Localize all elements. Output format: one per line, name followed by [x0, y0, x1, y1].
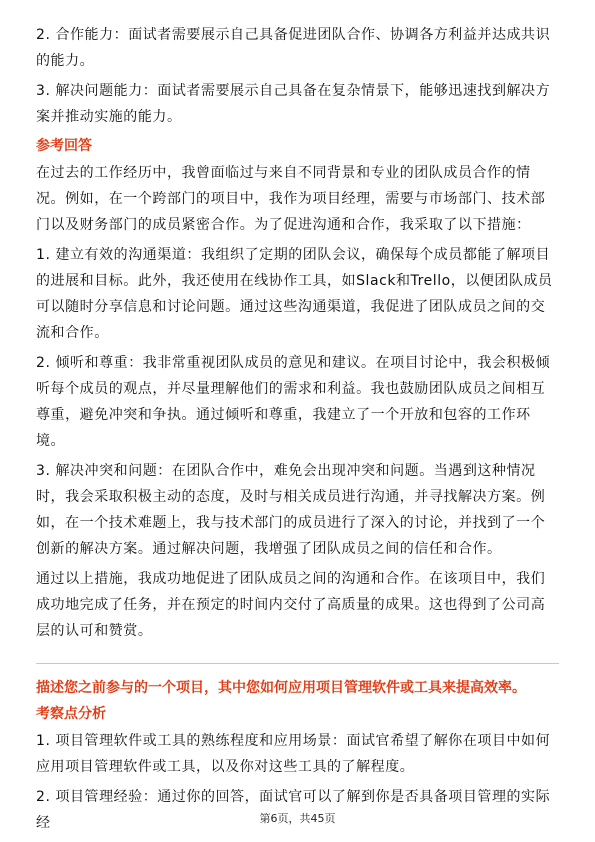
- analysis-item-1: 1. 项目管理软件或工具的熟练程度和应用场景：面试官希望了解你在项目中如何应用项目管理软件或工具，以及你对这些工具的了解程度。: [36, 733, 551, 775]
- top-item-problem-solving: 3. 解决问题能力：面试者需要展示自己具备在复杂情景下，能够迅速找到解决方案并推动实施的能力。: [36, 83, 551, 125]
- section-divider: [36, 663, 559, 664]
- answer-point-1: 1. 建立有效的沟通渠道：我组织了定期的团队会议，确保每个成员都能了解项目的进展和目标。此外，我还使用在线协作工具，如Slack和Trello，以便团队成员可以随时分享信息和讨论问题。通过这些沟通渠道，我促进了团队成员之间的交流和合作。: [36, 247, 553, 341]
- answer-intro: 在过去的工作经历中，我曾面临过与来自不同背景和专业的团队成员合作的情况。例如，在一个跨部门的项目中，我作为项目经理，需要与市场部门、技术部门以及财务部门的成员紧密合作。为了促进沟通和合作，我采取了以下措施：: [36, 165, 546, 233]
- top-item-cooperation: 2. 合作能力：面试者需要展示自己具备促进团队合作、协调各方利益并达成共识的能力。: [36, 27, 551, 69]
- page-content: [36, 22, 559, 648]
- answer-point-2: 2. 倾听和尊重：我非常重视团队成员的意见和建议。在项目讨论中，我会积极倾听每个成员的观点，并尽量理解他们的需求和利益。我也鼓励团队成员之间相互尊重，避免冲突和争执。通过倾听和尊重，我建立了一个开放和包容的工作环境。: [36, 355, 551, 449]
- answer-heading: 参考回答: [36, 138, 92, 154]
- answer-conclusion: 通过以上措施，我成功地促进了团队成员之间的沟通和合作。在该项目中，我们成功地完成了任务，并在预定的时间内交付了高质量的成果。这也得到了公司高层的认可和赞赏。: [36, 571, 546, 639]
- analysis-item-2: 2. 项目管理经验：通过你的回答，面试官可以了解到你是否具备项目管理的实际经: [36, 789, 551, 831]
- question-title: 描述您之前参与的一个项目，其中您如何应用项目管理软件或工具来提高效率。: [36, 680, 526, 696]
- answer-point-3: 3. 解决冲突和问题：在团队合作中，难免会出现冲突和问题。当遇到这种情况时，我会采取积极主动的态度，及时与相关成员进行沟通，并寻找解决方案。例如，在一个技术难题上，我与技术部门的成员进行了深入的讨论，并找到了一个创新的解决方案。通过解决问题，我增强了团队成员之间的信任和合作。: [36, 463, 546, 557]
- analysis-heading: 考察点分析: [36, 706, 106, 722]
- page-number-footer: 第6页，共45页: [259, 812, 336, 825]
